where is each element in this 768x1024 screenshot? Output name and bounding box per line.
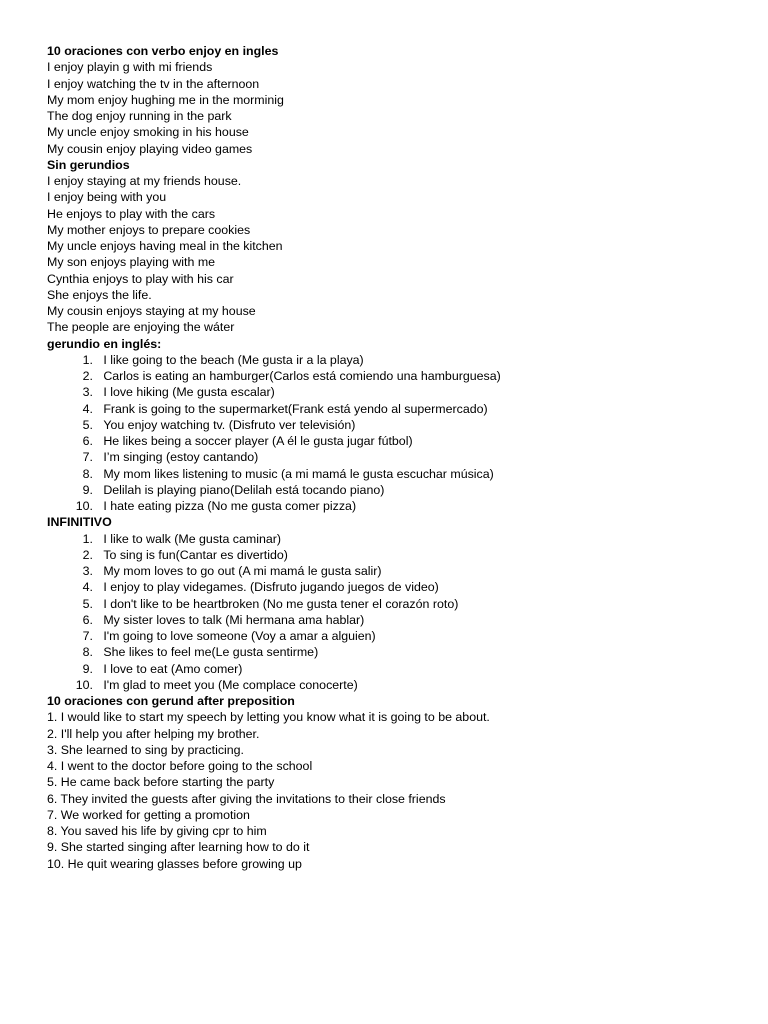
numbered-item xyxy=(47,644,747,660)
sentence-line: My cousin enjoys staying at my house xyxy=(47,304,256,318)
sentence-line: My son enjoys playing with me xyxy=(47,255,216,270)
item-number: 3. xyxy=(82,564,93,578)
item-text: My mom likes listening to music (a mi mamá le gusta escuchar música) xyxy=(103,466,494,481)
item-text: You enjoy watching tv. (Disfruto ver televisión) xyxy=(103,417,356,432)
item-text: I enjoy to play videgames. (Disfruto jugando juegos de video) xyxy=(103,580,439,595)
numbered-item xyxy=(47,677,747,693)
item-text: I’m singing (estoy cantando) xyxy=(103,450,259,465)
sentence-line: 10. He quit wearing glasses before growing up xyxy=(47,856,302,871)
sentence-line: My uncle enjoys having meal in the kitchen xyxy=(47,239,283,253)
item-text: I hate eating pizza (No me gusta comer pizza) xyxy=(103,499,357,513)
document-page xyxy=(47,43,747,872)
item-number: 5. xyxy=(82,596,93,611)
item-number: 10. xyxy=(75,499,93,513)
item-number: 10. xyxy=(75,677,93,692)
item-number: 8. xyxy=(82,645,93,660)
numbered-item xyxy=(47,563,747,579)
section-heading: INFINITIVO xyxy=(47,515,112,530)
section-heading: 10 oraciones con verbo enjoy en ingles xyxy=(47,44,279,58)
item-text: I'm going to love someone (Voy a amar a alguien) xyxy=(103,629,376,643)
sentence-line: I enjoy being with you xyxy=(47,190,167,205)
item-number: 5. xyxy=(82,417,93,432)
sentence-line: 9. She started singing after learning how to do it xyxy=(47,840,310,855)
item-text: He likes being a soccer player (A él le gusta jugar fútbol) xyxy=(103,434,413,448)
sentence-line: My cousin enjoy playing video games xyxy=(47,141,253,156)
sentence-line: 2. I'll help you after helping my brother. xyxy=(47,726,260,741)
numbered-item xyxy=(47,352,747,368)
sentence-line: 6. They invited the guests after giving the invitations to their close friends xyxy=(47,791,446,806)
item-text: I'm glad to meet you (Me complace conocerte) xyxy=(103,677,358,692)
item-number: 4. xyxy=(82,401,93,416)
sentence-line: My mom enjoy hughing me in the morminig xyxy=(47,92,284,107)
sentence-line: 3. She learned to sing by practicing. xyxy=(47,742,244,757)
numbered-item xyxy=(47,384,747,400)
sentence-line: I enjoy staying at my friends house. xyxy=(47,174,242,188)
numbered-item xyxy=(47,596,747,612)
item-text: I love to eat (Amo comer) xyxy=(103,661,243,676)
item-text: Delilah is playing piano(Delilah está tocando piano) xyxy=(103,482,385,497)
numbered-item xyxy=(47,466,747,482)
sentence-line: 1. I would like to start my speech by letting you know what it is going to be about. xyxy=(47,710,490,725)
item-number: 7. xyxy=(82,450,93,465)
numbered-item xyxy=(47,531,747,547)
numbered-item xyxy=(47,661,747,677)
item-number: 9. xyxy=(82,482,93,497)
numbered-item xyxy=(47,612,747,628)
item-text: My sister loves to talk (Mi hermana ama hablar) xyxy=(103,612,365,627)
numbered-item xyxy=(47,401,747,417)
numbered-item xyxy=(47,482,747,498)
sentence-line: My uncle enjoy smoking in his house xyxy=(47,125,249,140)
item-text: Carlos is eating an hamburger(Carlos está comiendo una hamburguesa) xyxy=(103,369,501,383)
sentence-line: My mother enjoys to prepare cookies xyxy=(47,222,251,237)
item-number: 1. xyxy=(82,352,93,367)
item-number: 2. xyxy=(82,369,93,383)
numbered-item xyxy=(47,433,747,449)
item-text: She likes to feel me(Le gusta sentirme) xyxy=(103,645,319,660)
numbered-item xyxy=(47,368,747,384)
section-heading: 10 oraciones con gerund after preposition xyxy=(47,694,295,708)
sentence-line: The dog enjoy running in the park xyxy=(47,109,232,123)
item-text: I don't like to be heartbroken (No me gusta tener el corazón roto) xyxy=(103,596,459,611)
sentence-line: 5. He came back before starting the party xyxy=(47,775,275,790)
item-number: 9. xyxy=(82,661,93,676)
item-number: 3. xyxy=(82,385,93,400)
numbered-item xyxy=(47,579,747,595)
numbered-item xyxy=(47,547,747,563)
item-text: To sing is fun(Cantar es divertido) xyxy=(103,547,288,562)
item-number: 2. xyxy=(82,547,93,562)
numbered-item xyxy=(47,498,747,514)
sentence-line: The people are enjoying the wáter xyxy=(47,320,235,335)
section-heading: gerundio en inglés: xyxy=(47,336,162,351)
numbered-item xyxy=(47,449,747,465)
sentence-line: I enjoy playin g with mi friends xyxy=(47,60,213,75)
item-text: I like to walk (Me gusta caminar) xyxy=(103,531,281,546)
sentence-line: 8. You saved his life by giving cpr to him xyxy=(47,824,267,838)
sentence-line: 7. We worked for getting a promotion xyxy=(47,807,250,822)
sentence-line: He enjoys to play with the cars xyxy=(47,206,216,221)
item-number: 7. xyxy=(82,629,93,643)
item-text: My mom loves to go out (A mi mamá le gusta salir) xyxy=(103,564,382,578)
section-heading: Sin gerundios xyxy=(47,157,130,172)
numbered-item xyxy=(47,417,747,433)
sentence-line: She enjoys the life. xyxy=(47,287,152,302)
item-number: 1. xyxy=(82,531,93,546)
item-number: 4. xyxy=(82,580,93,595)
item-text: I like going to the beach (Me gusta ir a la playa) xyxy=(103,352,364,367)
item-number: 8. xyxy=(82,466,93,481)
sentence-line: 4. I went to the doctor before going to the school xyxy=(47,759,313,773)
sentence-line: I enjoy watching the tv in the afternoon xyxy=(47,76,260,91)
item-number: 6. xyxy=(82,434,93,448)
sentence-line: Cynthia enjoys to play with his car xyxy=(47,271,234,286)
item-text: I love hiking (Me gusta escalar) xyxy=(103,385,275,400)
item-text: Frank is going to the supermarket(Frank está yendo al supermercado) xyxy=(103,401,488,416)
numbered-item xyxy=(47,628,747,644)
item-number: 6. xyxy=(82,612,93,627)
